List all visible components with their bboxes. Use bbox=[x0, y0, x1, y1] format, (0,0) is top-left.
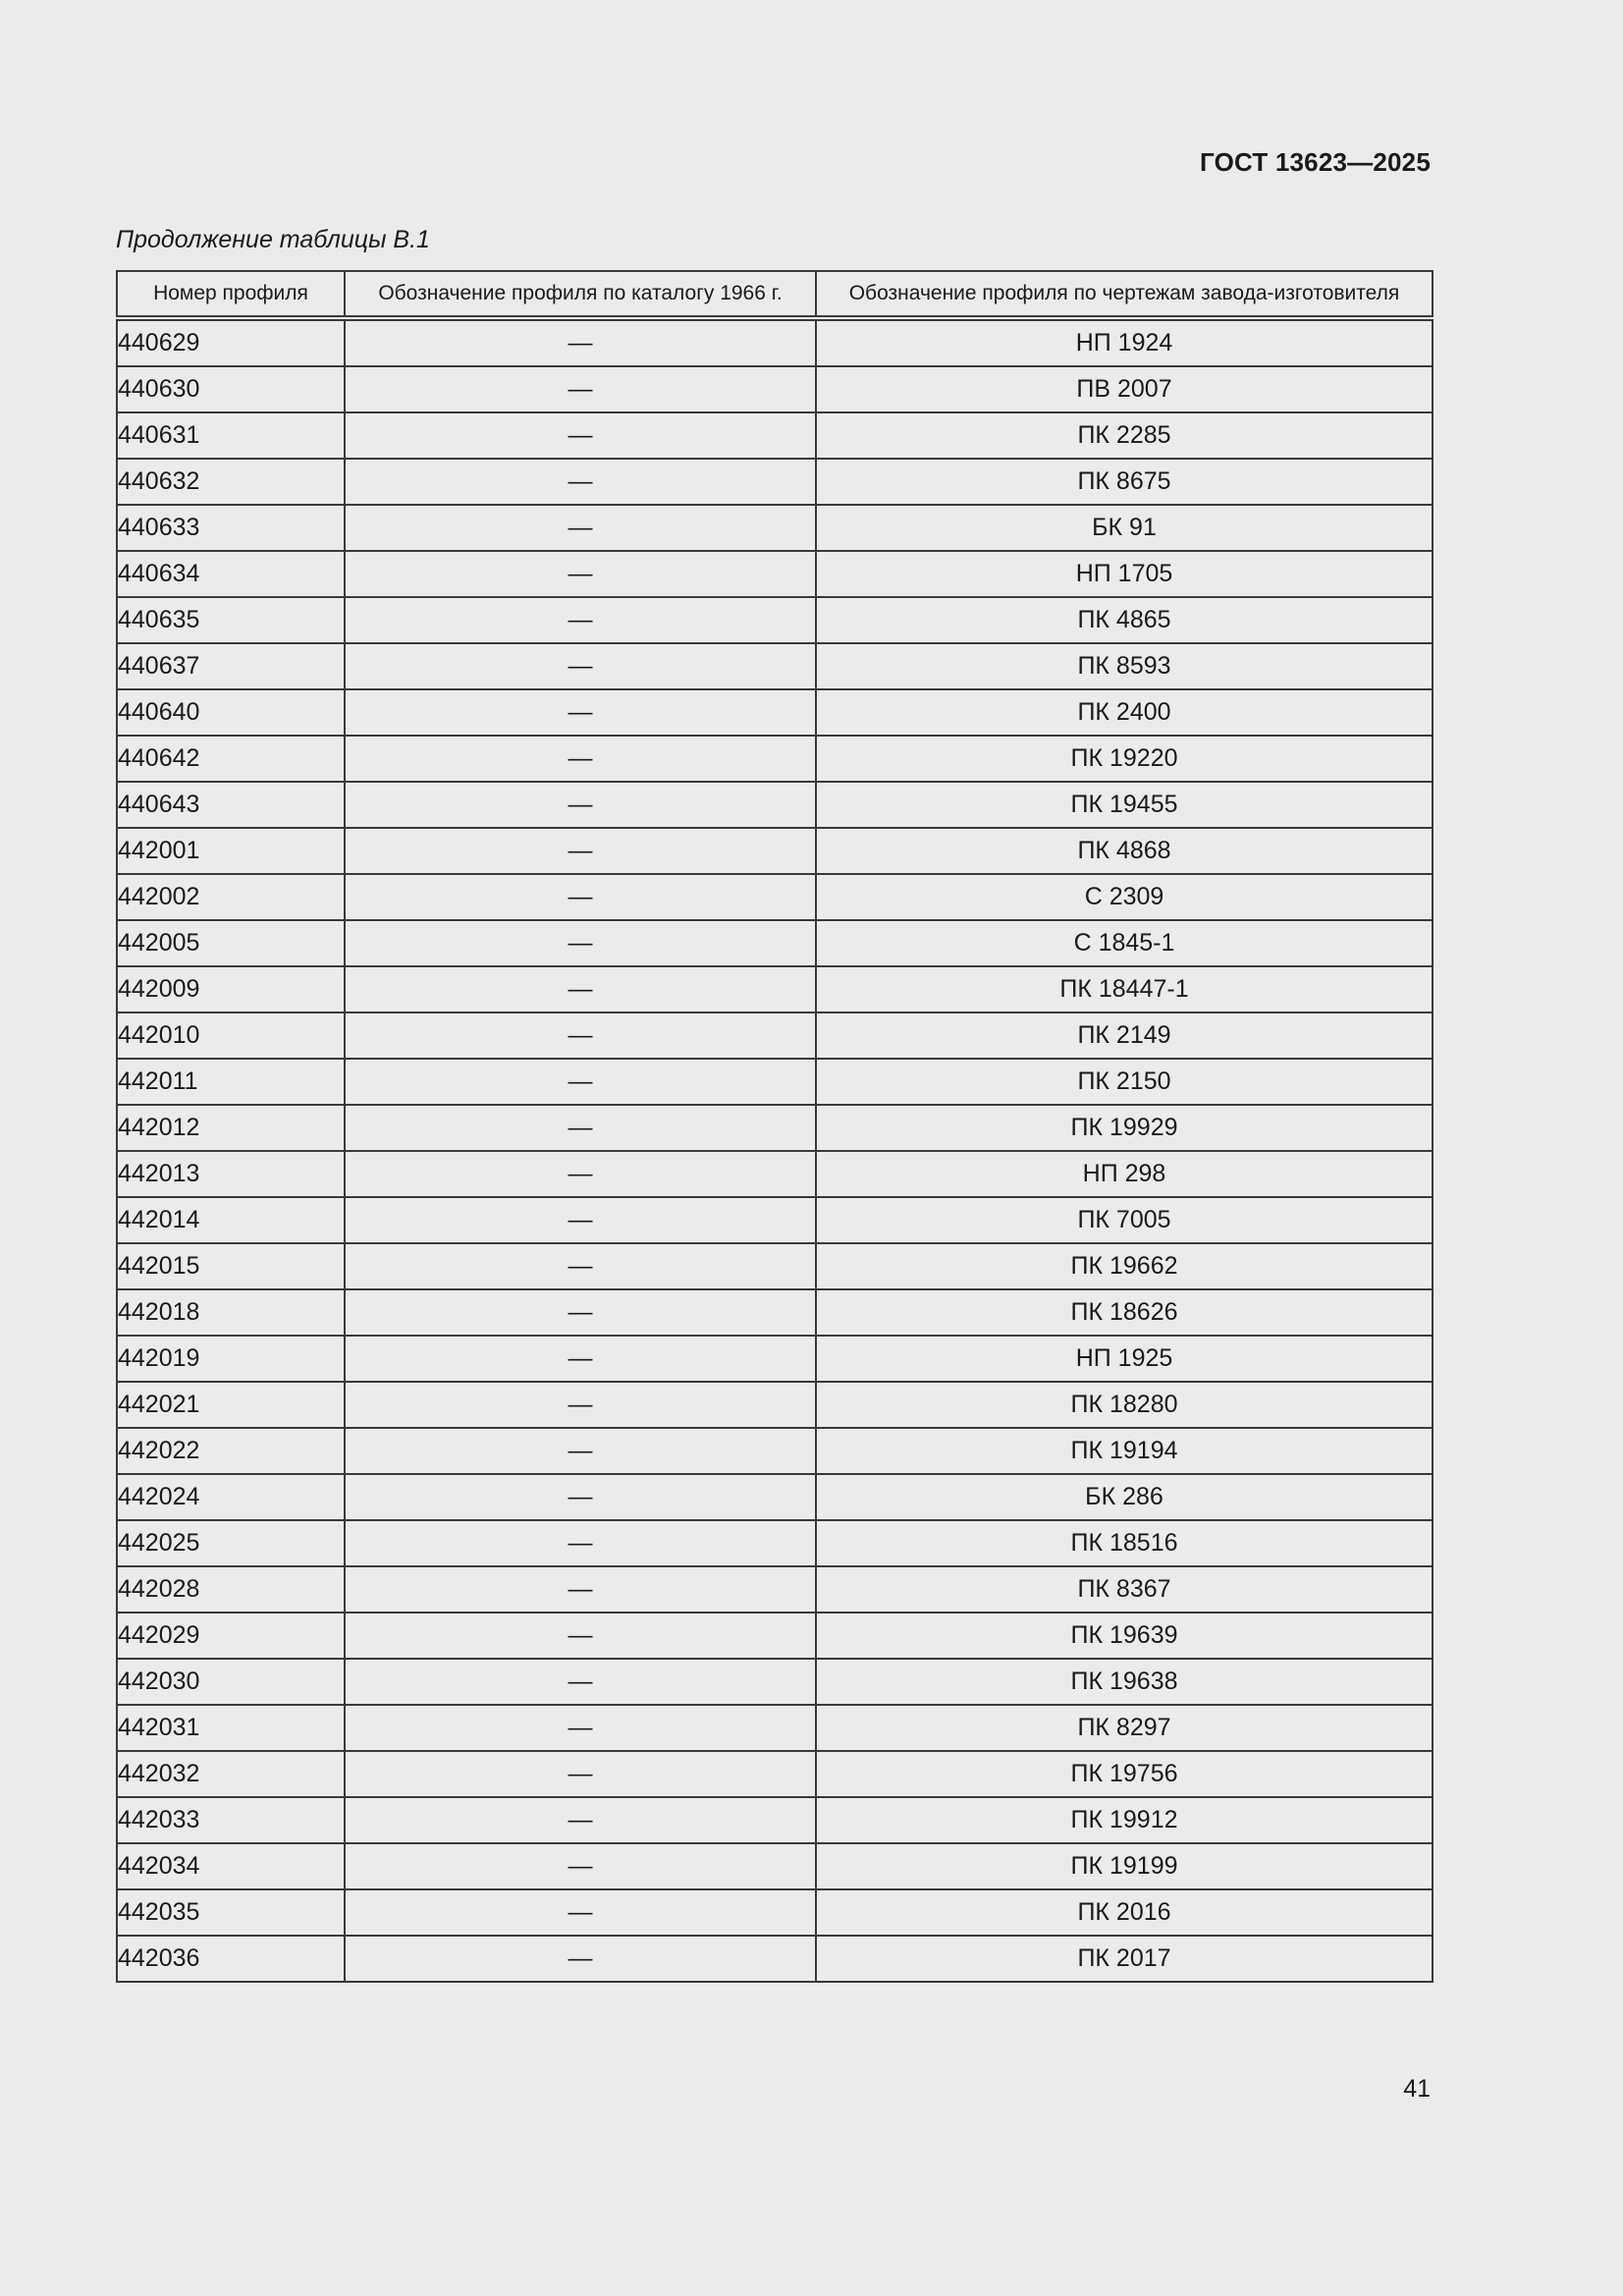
catalog-designation-cell: — bbox=[345, 1889, 816, 1936]
factory-designation-cell: ПК 2149 bbox=[816, 1012, 1433, 1059]
profile-number-cell: 442028 bbox=[117, 1566, 345, 1613]
factory-designation-cell: ПК 18626 bbox=[816, 1289, 1433, 1336]
catalog-designation-cell: — bbox=[345, 459, 816, 505]
profile-number-cell: 442029 bbox=[117, 1613, 345, 1659]
factory-designation-cell: ПК 2400 bbox=[816, 689, 1433, 736]
table-body bbox=[117, 318, 1433, 1982]
factory-designation-cell: ПК 19662 bbox=[816, 1243, 1433, 1289]
factory-designation-cell: ПК 7005 bbox=[816, 1197, 1433, 1243]
table-row bbox=[117, 1566, 1433, 1613]
table-caption: Продолжение таблицы В.1 bbox=[116, 226, 430, 253]
table-row bbox=[117, 736, 1433, 782]
factory-designation-cell: ПК 4868 bbox=[816, 828, 1433, 874]
factory-designation-cell: ПК 8297 bbox=[816, 1705, 1433, 1751]
table-row bbox=[117, 1474, 1433, 1520]
table-row bbox=[117, 1659, 1433, 1705]
table-row bbox=[117, 1012, 1433, 1059]
catalog-designation-cell: — bbox=[345, 1289, 816, 1336]
profile-number-cell: 442011 bbox=[117, 1059, 345, 1105]
profile-number-cell: 442031 bbox=[117, 1705, 345, 1751]
column-header-catalog-1966: Обозначение профиля по каталогу 1966 г. bbox=[345, 271, 816, 318]
profile-number-cell: 440631 bbox=[117, 412, 345, 459]
profiles-table bbox=[116, 270, 1434, 1983]
factory-designation-cell: ПВ 2007 bbox=[816, 366, 1433, 412]
catalog-designation-cell: — bbox=[345, 1012, 816, 1059]
table-row bbox=[117, 597, 1433, 643]
table-row bbox=[117, 1936, 1433, 1982]
factory-designation-cell: ПК 4865 bbox=[816, 597, 1433, 643]
profile-number-cell: 442032 bbox=[117, 1751, 345, 1797]
factory-designation-cell: НП 1705 bbox=[816, 551, 1433, 597]
profile-number-cell: 442034 bbox=[117, 1843, 345, 1889]
profile-number-cell: 442033 bbox=[117, 1797, 345, 1843]
factory-designation-cell: ПК 18447-1 bbox=[816, 966, 1433, 1012]
factory-designation-cell: ПК 19194 bbox=[816, 1428, 1433, 1474]
table-row bbox=[117, 1705, 1433, 1751]
table-row bbox=[117, 1105, 1433, 1151]
catalog-designation-cell: — bbox=[345, 1566, 816, 1613]
table-row bbox=[117, 689, 1433, 736]
profile-number-cell: 440633 bbox=[117, 505, 345, 551]
table-row bbox=[117, 966, 1433, 1012]
factory-designation-cell: НП 1924 bbox=[816, 318, 1433, 366]
profile-number-cell: 442010 bbox=[117, 1012, 345, 1059]
profile-number-cell: 442022 bbox=[117, 1428, 345, 1474]
column-header-factory-drawings: Обозначение профиля по чертежам завода-изготовителя bbox=[816, 271, 1433, 318]
catalog-designation-cell: — bbox=[345, 1520, 816, 1566]
profile-number-cell: 442018 bbox=[117, 1289, 345, 1336]
factory-designation-cell: ПК 8367 bbox=[816, 1566, 1433, 1613]
catalog-designation-cell: — bbox=[345, 1151, 816, 1197]
catalog-designation-cell: — bbox=[345, 412, 816, 459]
table-row bbox=[117, 366, 1433, 412]
profile-number-cell: 442015 bbox=[117, 1243, 345, 1289]
catalog-designation-cell: — bbox=[345, 736, 816, 782]
catalog-designation-cell: — bbox=[345, 1843, 816, 1889]
factory-designation-cell: ПК 2150 bbox=[816, 1059, 1433, 1105]
catalog-designation-cell: — bbox=[345, 782, 816, 828]
profile-number-cell: 440637 bbox=[117, 643, 345, 689]
page-number: 41 bbox=[1403, 2075, 1431, 2103]
table-row bbox=[117, 505, 1433, 551]
catalog-designation-cell: — bbox=[345, 689, 816, 736]
table-row bbox=[117, 1197, 1433, 1243]
table-header-row bbox=[117, 271, 1433, 318]
profile-number-cell: 442021 bbox=[117, 1382, 345, 1428]
table-row bbox=[117, 1751, 1433, 1797]
table-row bbox=[117, 920, 1433, 966]
catalog-designation-cell: — bbox=[345, 1382, 816, 1428]
factory-designation-cell: НП 298 bbox=[816, 1151, 1433, 1197]
profile-number-cell: 442009 bbox=[117, 966, 345, 1012]
profile-number-cell: 440632 bbox=[117, 459, 345, 505]
catalog-designation-cell: — bbox=[345, 1474, 816, 1520]
table-row bbox=[117, 1797, 1433, 1843]
profile-number-cell: 442030 bbox=[117, 1659, 345, 1705]
profile-number-cell: 442019 bbox=[117, 1336, 345, 1382]
profile-number-cell: 442014 bbox=[117, 1197, 345, 1243]
catalog-designation-cell: — bbox=[345, 1659, 816, 1705]
profile-number-cell: 440629 bbox=[117, 318, 345, 366]
factory-designation-cell: ПК 19639 bbox=[816, 1613, 1433, 1659]
table-row bbox=[117, 643, 1433, 689]
table-row bbox=[117, 874, 1433, 920]
factory-designation-cell: ПК 8675 bbox=[816, 459, 1433, 505]
catalog-designation-cell: — bbox=[345, 1336, 816, 1382]
table-row bbox=[117, 1843, 1433, 1889]
table-row bbox=[117, 1428, 1433, 1474]
catalog-designation-cell: — bbox=[345, 318, 816, 366]
profile-number-cell: 442035 bbox=[117, 1889, 345, 1936]
catalog-designation-cell: — bbox=[345, 551, 816, 597]
factory-designation-cell: ПК 2016 bbox=[816, 1889, 1433, 1936]
table-row bbox=[117, 1243, 1433, 1289]
profile-number-cell: 442024 bbox=[117, 1474, 345, 1520]
table-row bbox=[117, 782, 1433, 828]
profile-number-cell: 442025 bbox=[117, 1520, 345, 1566]
profile-number-cell: 442036 bbox=[117, 1936, 345, 1982]
catalog-designation-cell: — bbox=[345, 1197, 816, 1243]
table-row bbox=[117, 1382, 1433, 1428]
profile-number-cell: 440634 bbox=[117, 551, 345, 597]
document-code: ГОСТ 13623—2025 bbox=[1200, 147, 1431, 177]
factory-designation-cell: ПК 19929 bbox=[816, 1105, 1433, 1151]
catalog-designation-cell: — bbox=[345, 1751, 816, 1797]
catalog-designation-cell: — bbox=[345, 966, 816, 1012]
factory-designation-cell: С 1845-1 bbox=[816, 920, 1433, 966]
factory-designation-cell: ПК 19455 bbox=[816, 782, 1433, 828]
table-row bbox=[117, 1613, 1433, 1659]
factory-designation-cell: ПК 18516 bbox=[816, 1520, 1433, 1566]
table-row bbox=[117, 828, 1433, 874]
factory-designation-cell: ПК 18280 bbox=[816, 1382, 1433, 1428]
catalog-designation-cell: — bbox=[345, 920, 816, 966]
catalog-designation-cell: — bbox=[345, 1428, 816, 1474]
factory-designation-cell: БК 91 bbox=[816, 505, 1433, 551]
catalog-designation-cell: — bbox=[345, 1105, 816, 1151]
catalog-designation-cell: — bbox=[345, 597, 816, 643]
catalog-designation-cell: — bbox=[345, 828, 816, 874]
factory-designation-cell: ПК 2017 bbox=[816, 1936, 1433, 1982]
catalog-designation-cell: — bbox=[345, 505, 816, 551]
profile-number-cell: 442013 bbox=[117, 1151, 345, 1197]
table-row bbox=[117, 459, 1433, 505]
table-row bbox=[117, 1059, 1433, 1105]
factory-designation-cell: С 2309 bbox=[816, 874, 1433, 920]
table-row bbox=[117, 1336, 1433, 1382]
factory-designation-cell: ПК 19912 bbox=[816, 1797, 1433, 1843]
table-row bbox=[117, 1520, 1433, 1566]
profile-number-cell: 442001 bbox=[117, 828, 345, 874]
table-row bbox=[117, 412, 1433, 459]
profile-number-cell: 442012 bbox=[117, 1105, 345, 1151]
table-row bbox=[117, 1289, 1433, 1336]
profile-number-cell: 440642 bbox=[117, 736, 345, 782]
catalog-designation-cell: — bbox=[345, 1705, 816, 1751]
factory-designation-cell: ПК 19638 bbox=[816, 1659, 1433, 1705]
factory-designation-cell: ПК 19220 bbox=[816, 736, 1433, 782]
catalog-designation-cell: — bbox=[345, 1613, 816, 1659]
factory-designation-cell: ПК 8593 bbox=[816, 643, 1433, 689]
factory-designation-cell: ПК 19199 bbox=[816, 1843, 1433, 1889]
profile-number-cell: 440630 bbox=[117, 366, 345, 412]
catalog-designation-cell: — bbox=[345, 366, 816, 412]
table-row bbox=[117, 551, 1433, 597]
profile-number-cell: 442002 bbox=[117, 874, 345, 920]
catalog-designation-cell: — bbox=[345, 643, 816, 689]
catalog-designation-cell: — bbox=[345, 1243, 816, 1289]
factory-designation-cell: БК 286 bbox=[816, 1474, 1433, 1520]
factory-designation-cell: НП 1925 bbox=[816, 1336, 1433, 1382]
table-row bbox=[117, 1889, 1433, 1936]
table-row bbox=[117, 318, 1433, 366]
table-row bbox=[117, 1151, 1433, 1197]
column-header-profile-number: Номер профиля bbox=[117, 271, 345, 318]
catalog-designation-cell: — bbox=[345, 1797, 816, 1843]
factory-designation-cell: ПК 19756 bbox=[816, 1751, 1433, 1797]
profile-number-cell: 442005 bbox=[117, 920, 345, 966]
catalog-designation-cell: — bbox=[345, 874, 816, 920]
profile-number-cell: 440640 bbox=[117, 689, 345, 736]
catalog-designation-cell: — bbox=[345, 1936, 816, 1982]
catalog-designation-cell: — bbox=[345, 1059, 816, 1105]
profile-number-cell: 440635 bbox=[117, 597, 345, 643]
factory-designation-cell: ПК 2285 bbox=[816, 412, 1433, 459]
profile-number-cell: 440643 bbox=[117, 782, 345, 828]
